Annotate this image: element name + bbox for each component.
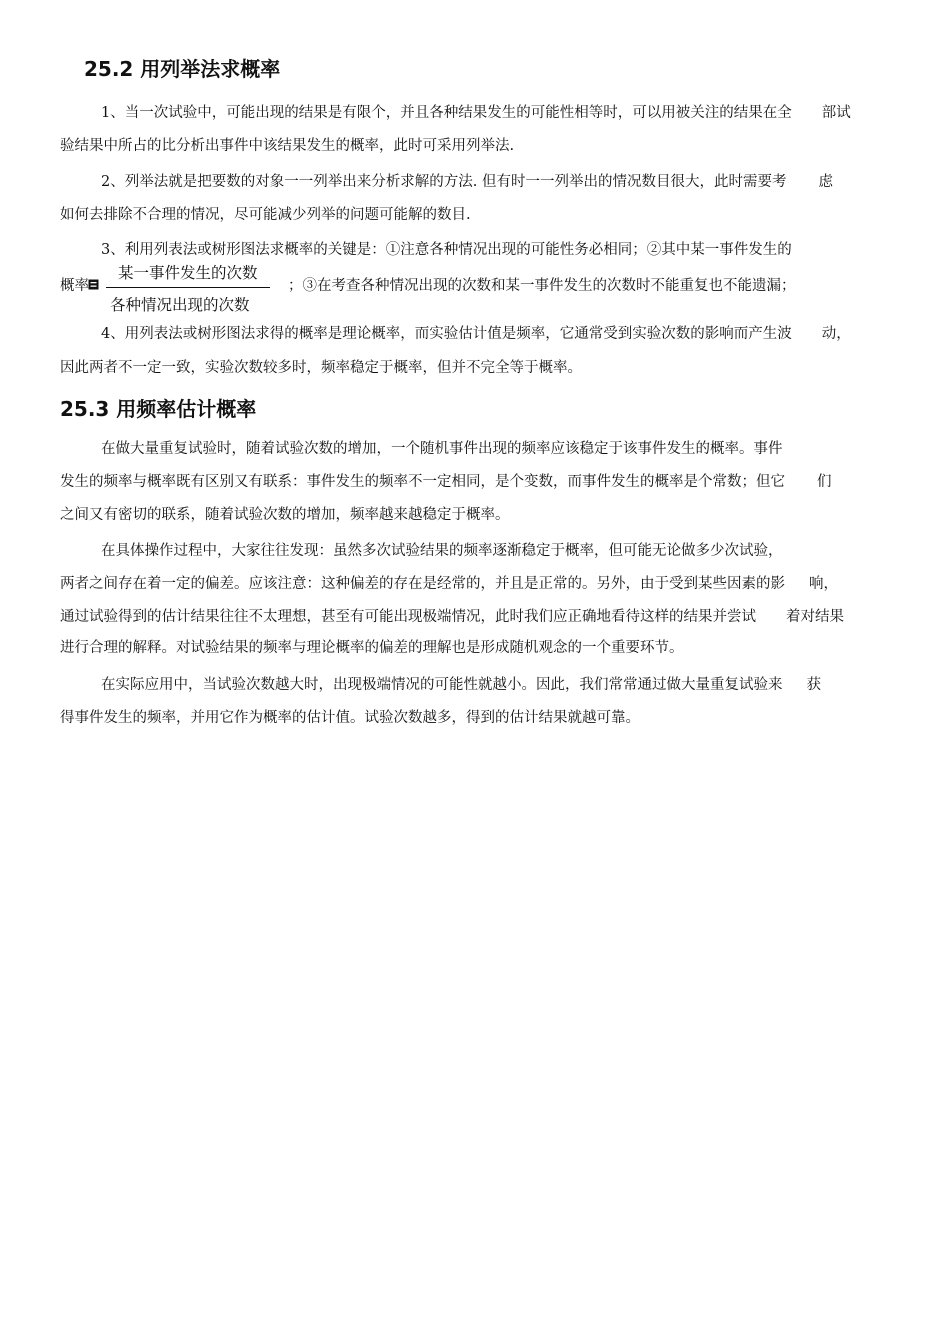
text: 1、当一次试验中，可能出现的结果是有限个，并且各种结果发生的可能性相等时，可以用被关注的结果在全 [101,105,792,121]
text: 4、用列表法或树形图法求得的概率是理论概率，而实验估计值是频率，它通常受到实验次数的影响而产生波 [101,326,792,342]
s253-p2-line2 [60,574,838,594]
text: 虑 [818,174,833,190]
text: 动， [821,326,851,342]
text: 在实际应用中，当试验次数越大时，出现极端情况的可能性就越小。因此，我们常常通过做大量重复试验来 [101,677,783,693]
text: 获 [806,677,821,693]
text: 2、列举法就是把要数的对象一一列举出来分析求解的方法. 但有时一一列举出的情况数目很大，此时需要考 [101,174,787,190]
s252-p4-line1 [101,324,851,344]
s252-p2-line2: 如何去排除不合理的情况，尽可能减少列举的问题可能解的数目. [60,207,471,223]
text: 响， [809,576,838,592]
s252-p1-line2: 验结果中所占的比分析出事件中该结果发生的概率，此时可采用列举法. [60,138,515,154]
s252-p3-suffix: ；③在考查各种情况出现的次数和某一事件发生的次数时不能重复也不能遗漏； [288,278,796,294]
text: 着对结果 [786,609,844,625]
s253-p3-line1 [101,675,821,695]
s252-p1-line1 [101,103,851,123]
s252-p3-line1: 3、利用列表法或树形图法求概率的关键是：①注意各种情况出现的可能性务必相同；②其中某一事件发生的 [101,242,792,258]
s252-p4-line2: 因此两者不一定一致，实验次数较多时，频率稳定于概率，但并不完全等于概率。 [60,360,582,376]
text: 发生的频率与概率既有区别又有联系：事件发生的频率不一定相同，是个变数，而事件发生的概率是个常数；但它 [60,474,785,490]
heading-25-2: 25.2 用列举法求概率 [84,57,281,81]
s253-p2-line4: 进行合理的解释。对试验结果的频率与理论概率的偏差的理解也是形成随机观念的一个重要环节。 [60,640,684,656]
equals-box-icon [88,279,99,290]
s253-p2-line1: 在具体操作过程中，大家往往发现：虽然多次试验结果的频率逐渐稳定于概率，但可能无论做多少次试验， [101,543,783,559]
fraction-denominator: 各种情况出现的次数 [110,296,250,314]
text: 两者之间存在着一定的偏差。应该注意：这种偏差的存在是经常的，并且是正常的。另外，由于受到某些因素的影 [60,576,785,592]
s253-p2-line3 [60,607,844,627]
fraction-numerator: 某一事件发生的次数 [118,264,258,282]
fraction-bar [106,287,270,288]
text: 们 [817,474,832,490]
s253-p1-line2 [60,472,832,492]
text: 部试 [821,105,851,121]
s253-p1-line3: 之间又有密切的联系，随着试验次数的增加，频率越来越稳定于概率。 [60,507,510,523]
s253-p1-line1: 在做大量重复试验时，随着试验次数的增加，一个随机事件出现的频率应该稳定于该事件发生的概率。事件 [101,441,783,457]
s252-p3-prefix: 概率 [60,278,89,294]
text: 通过试验得到的估计结果往往不太理想，甚至有可能出现极端情况，此时我们应正确地看待这样的结果并尝试 [60,609,756,625]
heading-25-3: 25.3 用频率估计概率 [60,397,257,421]
s253-p3-line2: 得事件发生的频率，并用它作为概率的估计值。试验次数越多，得到的估计结果就越可靠。 [60,710,640,726]
s252-p2-line1 [101,172,833,192]
